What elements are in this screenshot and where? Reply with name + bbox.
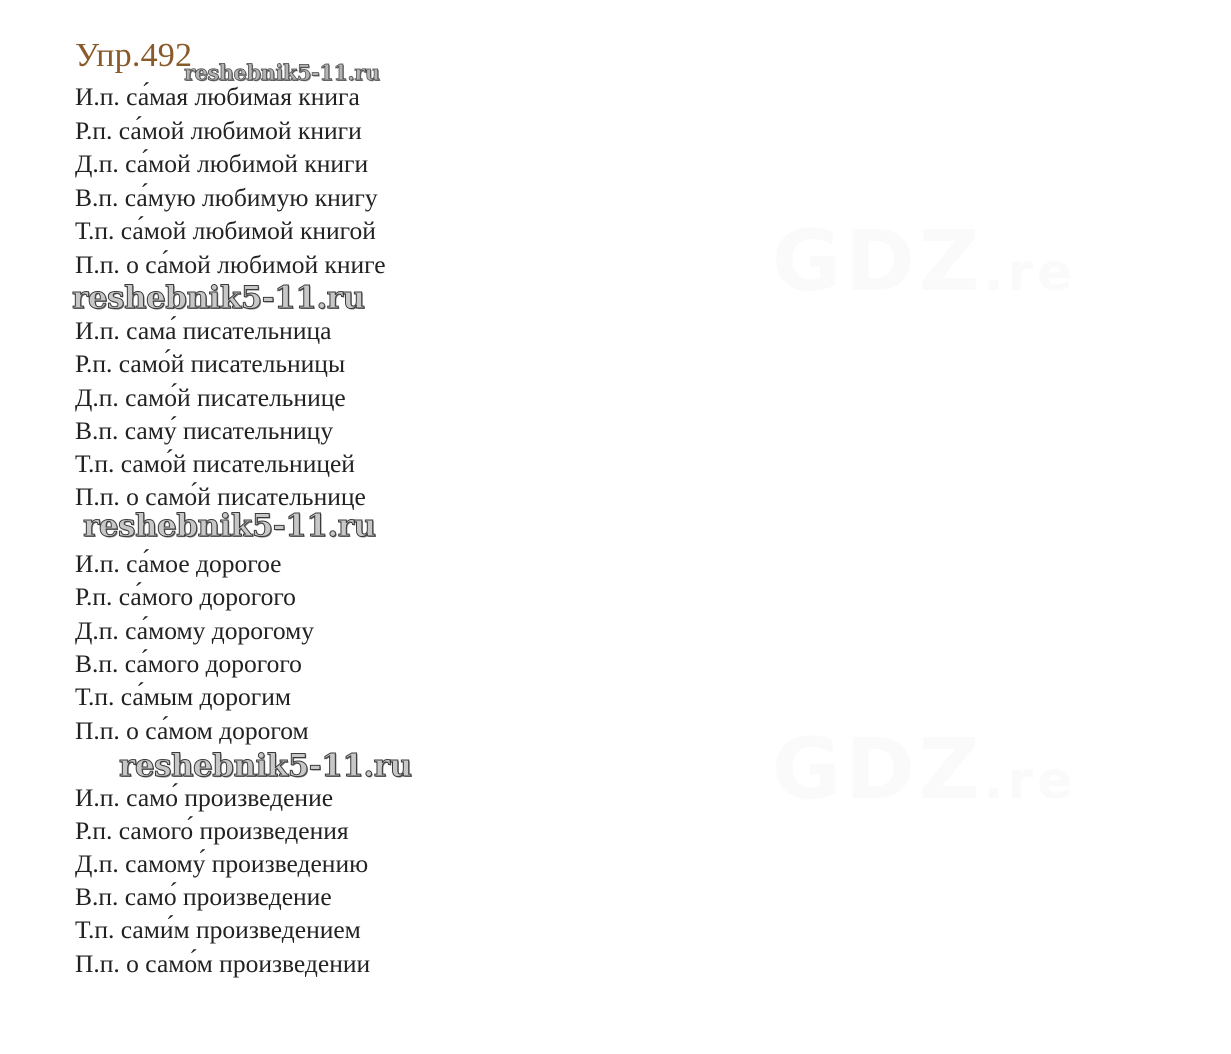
- declension-line: П.п. о само́м произведении: [75, 949, 371, 978]
- declension-line: И.п. са́мое дорогое: [75, 549, 282, 578]
- declension-line: В.п. са́мого дорогого: [75, 649, 302, 678]
- declension-line: Р.п. самого́ произведения: [75, 816, 349, 845]
- declension-line: Р.п. са́мого дорогого: [75, 582, 296, 611]
- declension-line: В.п. са́мую любимую книгу: [75, 183, 378, 212]
- declension-line: Р.п. само́й писательницы: [75, 349, 346, 378]
- declension-line: И.п. са́мая любимая книга: [75, 82, 360, 111]
- declension-line: П.п. о са́мой любимой книге: [75, 250, 386, 279]
- declension-line: Р.п. са́мой любимой книги: [75, 116, 362, 145]
- site-watermark: reshebnik5-11.ru: [72, 280, 365, 316]
- declension-line: Д.п. са́мой любимой книги: [75, 149, 369, 178]
- declension-line: Д.п. само́й писательнице: [75, 383, 346, 412]
- gdz-watermark: GDZ.re: [772, 212, 1077, 310]
- gdz-watermark: GDZ.re: [772, 720, 1077, 818]
- declension-line: Т.п. сами́м произведением: [75, 915, 361, 944]
- site-watermark: reshebnik5-11.ru: [83, 508, 376, 544]
- declension-line: И.п. сама́ писательница: [75, 316, 332, 345]
- site-watermark: reshebnik5-11.ru: [184, 60, 380, 85]
- declension-line: В.п. саму́ писательницу: [75, 416, 334, 445]
- declension-line: П.п. о са́мом дорогом: [75, 716, 309, 745]
- declension-line: В.п. само́ произведение: [75, 882, 332, 911]
- declension-line: Д.п. самому́ произведению: [75, 849, 369, 878]
- declension-line: Д.п. са́мому дорогому: [75, 616, 314, 645]
- declension-line: Т.п. само́й писательницей: [75, 449, 355, 478]
- declension-line: Т.п. са́мой любимой книгой: [75, 216, 376, 245]
- declension-line: Т.п. са́мым дорогим: [75, 682, 291, 711]
- declension-line: И.п. само́ произведение: [75, 783, 334, 812]
- declension-line: П.п. о само́й писательнице: [75, 482, 366, 511]
- site-watermark: reshebnik5-11.ru: [119, 748, 412, 784]
- exercise-title: Упр.492: [75, 37, 193, 74]
